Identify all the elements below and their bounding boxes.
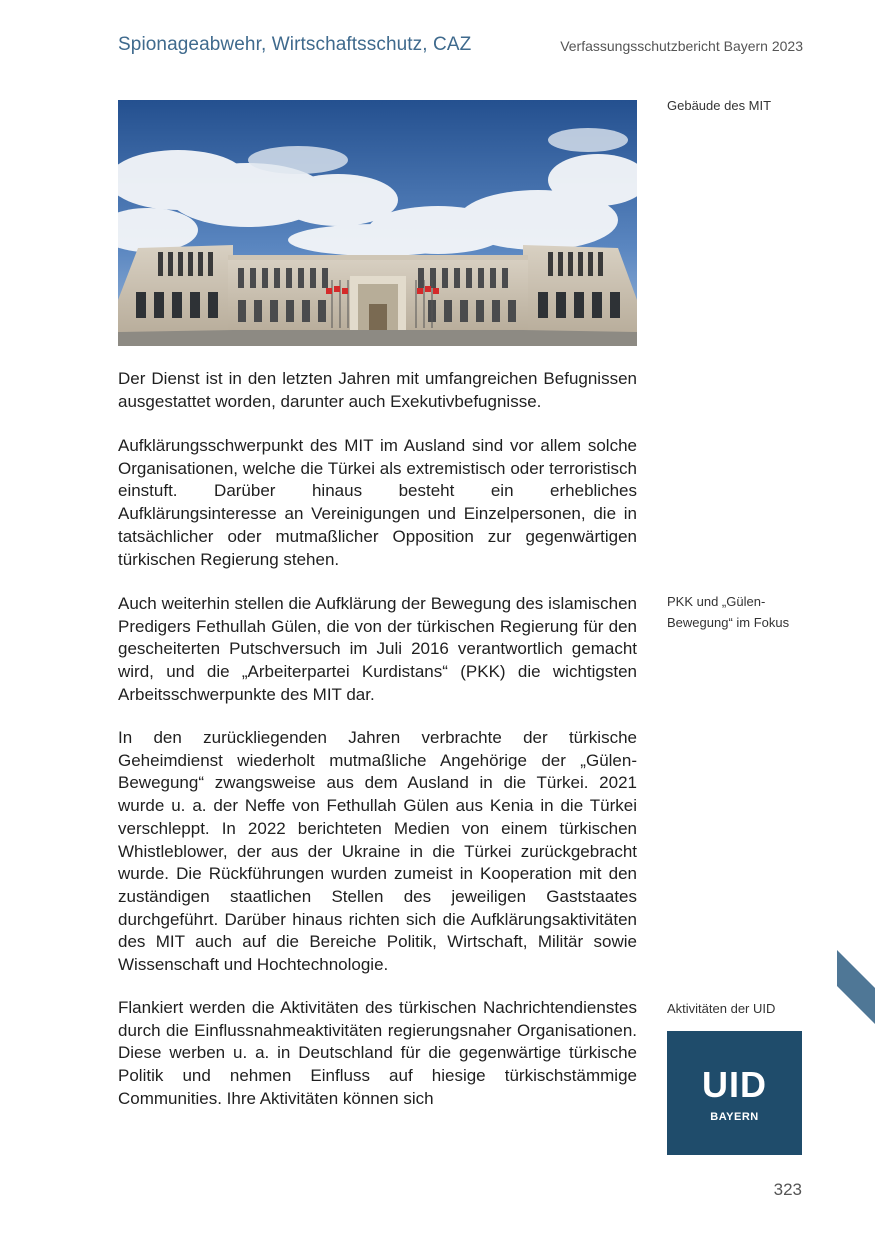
section-tab-marker [837, 950, 875, 1024]
paragraph-4: In den zurückliegenden Jahren verbrachte der türkische Geheimdienst wiederholt mutmaßliche Angehörige der „Gülen-Bewegung“ zwangsweise aus dem Ausland in die Türkei. 2021 wurde u. a. der Neffe von Fethullah Gülen aus Kenia in die Türkei verschleppt. In 2022 berichteten Medien von einem türkischen Whistleblower, der aus der Ukraine in die Türkei zurückgebracht wurde. Die Rückführungen wurden zumeist in Kooperation mit den zuständigen staatlichen Stellen des jeweiligen Gaststaates durchgeführt. Darüber hinaus richten sich die Aufklärungsaktivitäten des MIT auch auf die Bereiche Politik, Wirtschaft, Militär sowie Wissenschaft und Hochtechnologie. [118, 728, 637, 975]
focus-caption: PKK und „Gülen-Bewegung“ im Fokus [667, 594, 790, 630]
page-number: 323 [773, 1180, 802, 1199]
uid-logo-word: UID [702, 1064, 767, 1105]
paragraph-3: Auch weiterhin stellen die Aufklärung der Bewegung des islamischen Predigers Fethullah Gülen, die von der türkischen Regierung für den gescheiterten Putschversuch im Juli 2016 verantwortlich gemacht wird, und die „Arbeiterpartei Kurdistans“ (PKK) die wichtigsten Arbeitsschwerpunkte des MIT dar. [118, 594, 637, 704]
mit-building-photo [118, 100, 637, 346]
report-title: Verfassungsschutzbericht Bayern 2023 [560, 38, 803, 54]
paragraph-1: Der Dienst ist in den letzten Jahren mit umfangreichen Befugnissen ausgestattet worden, darunter auch Exekutivbefugnisse. [118, 369, 637, 411]
paragraph-2: Aufklärungsschwerpunkt des MIT im Ausland sind vor allem solche Organisationen, welche die Türkei als extremistisch oder terroristisch einstuft. Darüber hinaus besteht ein erhebliches Aufklärungsinteresse an Vereinigungen und Einzelpersonen, die in tatsächlicher oder mutmaßlicher Opposition zur gegenwärtigen türkischen Regierung stehen. [118, 436, 637, 569]
uid-logo-subtitle: BAYERN [710, 1111, 759, 1123]
uid-caption: Aktivitäten der UID [667, 1001, 776, 1016]
photo-caption: Gebäude des MIT [667, 98, 772, 113]
uid-logo [667, 1031, 802, 1155]
paragraph-5: Flankiert werden die Aktivitäten des türkischen Nachrichtendienstes durch die Einflussnahmeaktivitäten regierungsnaher Organisationen. Diese werben u. a. in Deutschland für die gegenwärtige türkische Politik und nehmen Einfluss auf hiesige türkischstämmige Communities. Ihre Aktivitäten können sich [118, 998, 637, 1108]
section-title: Spionageabwehr, Wirtschaftsschutz, CAZ [118, 34, 472, 55]
